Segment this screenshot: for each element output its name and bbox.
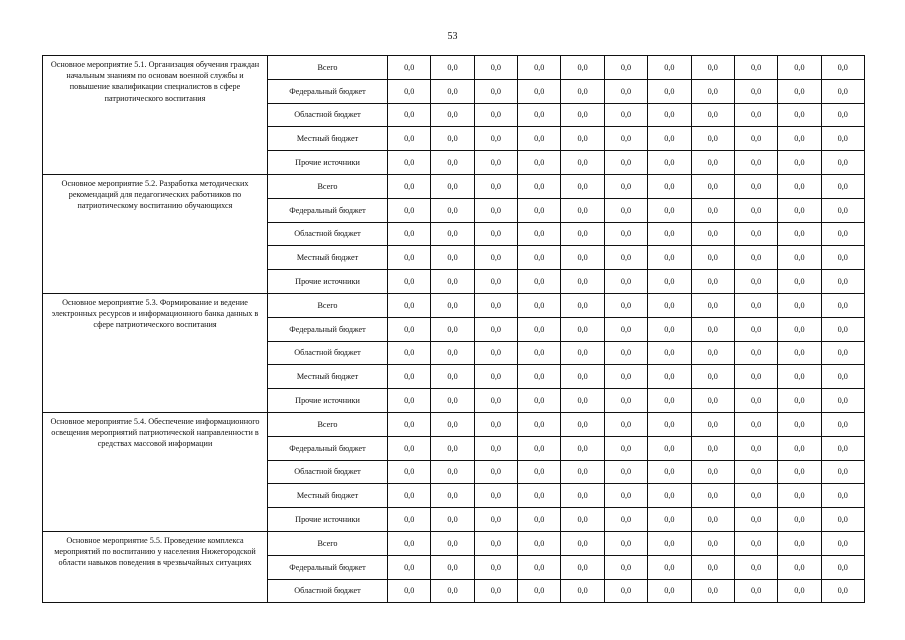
value-cell: 0,0 — [561, 317, 604, 341]
value-cell: 0,0 — [691, 341, 734, 365]
value-cell: 0,0 — [821, 79, 864, 103]
value-cell: 0,0 — [648, 222, 691, 246]
value-cell: 0,0 — [474, 79, 517, 103]
value-cell: 0,0 — [388, 56, 431, 80]
value-cell: 0,0 — [648, 198, 691, 222]
value-cell: 0,0 — [778, 341, 821, 365]
event-title-cell: Основное мероприятие 5.4. Обеспечение информационного освещения мероприятий патриотической направленности в средствах массовой информации — [43, 412, 268, 531]
funding-source-cell: Федеральный бюджет — [268, 79, 388, 103]
funding-source-cell: Всего — [268, 412, 388, 436]
value-cell: 0,0 — [474, 151, 517, 175]
value-cell: 0,0 — [821, 531, 864, 555]
value-cell: 0,0 — [734, 174, 777, 198]
value-cell: 0,0 — [431, 484, 474, 508]
value-cell: 0,0 — [388, 460, 431, 484]
value-cell: 0,0 — [604, 579, 647, 603]
funding-source-cell: Местный бюджет — [268, 127, 388, 151]
value-cell: 0,0 — [648, 531, 691, 555]
value-cell: 0,0 — [691, 460, 734, 484]
value-cell: 0,0 — [778, 531, 821, 555]
value-cell: 0,0 — [604, 56, 647, 80]
value-cell: 0,0 — [778, 412, 821, 436]
value-cell: 0,0 — [778, 484, 821, 508]
value-cell: 0,0 — [691, 555, 734, 579]
value-cell: 0,0 — [648, 579, 691, 603]
value-cell: 0,0 — [431, 555, 474, 579]
value-cell: 0,0 — [691, 56, 734, 80]
funding-source-cell: Федеральный бюджет — [268, 555, 388, 579]
value-cell: 0,0 — [431, 531, 474, 555]
value-cell: 0,0 — [388, 555, 431, 579]
value-cell: 0,0 — [734, 508, 777, 532]
funding-source-cell: Областной бюджет — [268, 103, 388, 127]
value-cell: 0,0 — [604, 270, 647, 294]
value-cell: 0,0 — [561, 531, 604, 555]
value-cell: 0,0 — [734, 293, 777, 317]
value-cell: 0,0 — [431, 174, 474, 198]
value-cell: 0,0 — [604, 484, 647, 508]
value-cell: 0,0 — [474, 341, 517, 365]
value-cell: 0,0 — [821, 341, 864, 365]
value-cell: 0,0 — [821, 56, 864, 80]
value-cell: 0,0 — [821, 412, 864, 436]
page-number: 53 — [447, 31, 458, 42]
value-cell: 0,0 — [474, 531, 517, 555]
value-cell: 0,0 — [388, 389, 431, 413]
value-cell: 0,0 — [561, 127, 604, 151]
value-cell: 0,0 — [778, 174, 821, 198]
value-cell: 0,0 — [778, 198, 821, 222]
table-row — [43, 293, 865, 317]
value-cell: 0,0 — [821, 246, 864, 270]
value-cell: 0,0 — [474, 389, 517, 413]
value-cell: 0,0 — [648, 56, 691, 80]
value-cell: 0,0 — [648, 555, 691, 579]
value-cell: 0,0 — [604, 412, 647, 436]
value-cell: 0,0 — [431, 222, 474, 246]
value-cell: 0,0 — [431, 79, 474, 103]
value-cell: 0,0 — [691, 389, 734, 413]
value-cell: 0,0 — [561, 174, 604, 198]
value-cell: 0,0 — [388, 531, 431, 555]
value-cell: 0,0 — [474, 103, 517, 127]
value-cell: 0,0 — [821, 579, 864, 603]
value-cell: 0,0 — [691, 579, 734, 603]
value-cell: 0,0 — [778, 222, 821, 246]
value-cell: 0,0 — [474, 508, 517, 532]
value-cell: 0,0 — [821, 460, 864, 484]
value-cell: 0,0 — [518, 460, 561, 484]
value-cell: 0,0 — [561, 555, 604, 579]
value-cell: 0,0 — [561, 198, 604, 222]
value-cell: 0,0 — [778, 317, 821, 341]
value-cell: 0,0 — [431, 151, 474, 175]
table-row — [43, 174, 865, 198]
funding-source-cell: Областной бюджет — [268, 341, 388, 365]
value-cell: 0,0 — [518, 317, 561, 341]
value-cell: 0,0 — [388, 198, 431, 222]
value-cell: 0,0 — [561, 460, 604, 484]
value-cell: 0,0 — [648, 460, 691, 484]
value-cell: 0,0 — [821, 198, 864, 222]
value-cell: 0,0 — [734, 317, 777, 341]
value-cell: 0,0 — [734, 460, 777, 484]
value-cell: 0,0 — [561, 412, 604, 436]
value-cell: 0,0 — [691, 436, 734, 460]
value-cell: 0,0 — [778, 79, 821, 103]
value-cell: 0,0 — [648, 246, 691, 270]
value-cell: 0,0 — [778, 293, 821, 317]
value-cell: 0,0 — [518, 127, 561, 151]
value-cell: 0,0 — [431, 389, 474, 413]
value-cell: 0,0 — [734, 151, 777, 175]
value-cell: 0,0 — [778, 56, 821, 80]
value-cell: 0,0 — [821, 293, 864, 317]
value-cell: 0,0 — [604, 127, 647, 151]
value-cell: 0,0 — [648, 508, 691, 532]
event-title-cell: Основное мероприятие 5.1. Организация обучения граждан начальным знаниям по основам военной службы и повышение квалификации специалистов в сфере патриотического воспитания — [43, 56, 268, 175]
value-cell: 0,0 — [431, 103, 474, 127]
value-cell: 0,0 — [561, 56, 604, 80]
value-cell: 0,0 — [518, 436, 561, 460]
value-cell: 0,0 — [691, 484, 734, 508]
value-cell: 0,0 — [691, 198, 734, 222]
value-cell: 0,0 — [691, 365, 734, 389]
value-cell: 0,0 — [388, 412, 431, 436]
value-cell: 0,0 — [778, 270, 821, 294]
value-cell: 0,0 — [561, 341, 604, 365]
value-cell: 0,0 — [778, 508, 821, 532]
funding-source-cell: Всего — [268, 293, 388, 317]
value-cell: 0,0 — [561, 151, 604, 175]
value-cell: 0,0 — [604, 222, 647, 246]
value-cell: 0,0 — [734, 579, 777, 603]
value-cell: 0,0 — [561, 293, 604, 317]
value-cell: 0,0 — [561, 270, 604, 294]
funding-source-cell: Всего — [268, 531, 388, 555]
value-cell: 0,0 — [561, 365, 604, 389]
event-title-cell: Основное мероприятие 5.2. Разработка методических рекомендаций для педагогических работников по патриотическому воспитанию обучающихся — [43, 174, 268, 293]
value-cell: 0,0 — [778, 389, 821, 413]
value-cell: 0,0 — [821, 436, 864, 460]
value-cell: 0,0 — [388, 127, 431, 151]
value-cell: 0,0 — [388, 174, 431, 198]
value-cell: 0,0 — [604, 508, 647, 532]
value-cell: 0,0 — [604, 103, 647, 127]
value-cell: 0,0 — [604, 198, 647, 222]
value-cell: 0,0 — [518, 222, 561, 246]
value-cell: 0,0 — [604, 79, 647, 103]
value-cell: 0,0 — [691, 174, 734, 198]
value-cell: 0,0 — [474, 222, 517, 246]
value-cell: 0,0 — [388, 103, 431, 127]
value-cell: 0,0 — [734, 222, 777, 246]
value-cell: 0,0 — [604, 174, 647, 198]
value-cell: 0,0 — [474, 484, 517, 508]
table-row — [43, 56, 865, 80]
value-cell: 0,0 — [778, 151, 821, 175]
value-cell: 0,0 — [561, 103, 604, 127]
value-cell: 0,0 — [518, 246, 561, 270]
funding-source-cell: Федеральный бюджет — [268, 436, 388, 460]
value-cell: 0,0 — [388, 222, 431, 246]
value-cell: 0,0 — [648, 293, 691, 317]
value-cell: 0,0 — [734, 484, 777, 508]
table-row — [43, 531, 865, 555]
value-cell: 0,0 — [734, 198, 777, 222]
value-cell: 0,0 — [518, 174, 561, 198]
value-cell: 0,0 — [691, 103, 734, 127]
value-cell: 0,0 — [474, 555, 517, 579]
value-cell: 0,0 — [734, 436, 777, 460]
value-cell: 0,0 — [778, 579, 821, 603]
value-cell: 0,0 — [604, 246, 647, 270]
value-cell: 0,0 — [821, 103, 864, 127]
funding-table-body — [43, 56, 865, 603]
value-cell: 0,0 — [778, 103, 821, 127]
value-cell: 0,0 — [561, 484, 604, 508]
funding-source-cell: Федеральный бюджет — [268, 317, 388, 341]
funding-source-cell: Федеральный бюджет — [268, 198, 388, 222]
value-cell: 0,0 — [691, 293, 734, 317]
value-cell: 0,0 — [431, 56, 474, 80]
value-cell: 0,0 — [474, 246, 517, 270]
value-cell: 0,0 — [604, 151, 647, 175]
value-cell: 0,0 — [431, 508, 474, 532]
value-cell: 0,0 — [518, 389, 561, 413]
value-cell: 0,0 — [821, 484, 864, 508]
value-cell: 0,0 — [518, 365, 561, 389]
value-cell: 0,0 — [734, 103, 777, 127]
value-cell: 0,0 — [604, 555, 647, 579]
funding-table — [42, 55, 865, 603]
value-cell: 0,0 — [431, 460, 474, 484]
value-cell: 0,0 — [691, 531, 734, 555]
value-cell: 0,0 — [431, 341, 474, 365]
value-cell: 0,0 — [431, 198, 474, 222]
value-cell: 0,0 — [734, 341, 777, 365]
value-cell: 0,0 — [518, 341, 561, 365]
value-cell: 0,0 — [691, 222, 734, 246]
value-cell: 0,0 — [604, 436, 647, 460]
value-cell: 0,0 — [388, 293, 431, 317]
value-cell: 0,0 — [474, 365, 517, 389]
value-cell: 0,0 — [648, 270, 691, 294]
value-cell: 0,0 — [778, 460, 821, 484]
value-cell: 0,0 — [821, 317, 864, 341]
value-cell: 0,0 — [734, 127, 777, 151]
value-cell: 0,0 — [734, 555, 777, 579]
value-cell: 0,0 — [734, 270, 777, 294]
value-cell: 0,0 — [561, 246, 604, 270]
value-cell: 0,0 — [778, 555, 821, 579]
value-cell: 0,0 — [474, 293, 517, 317]
value-cell: 0,0 — [474, 127, 517, 151]
value-cell: 0,0 — [388, 341, 431, 365]
funding-source-cell: Местный бюджет — [268, 246, 388, 270]
funding-source-cell: Прочие источники — [268, 389, 388, 413]
value-cell: 0,0 — [821, 389, 864, 413]
value-cell: 0,0 — [431, 365, 474, 389]
value-cell: 0,0 — [691, 127, 734, 151]
value-cell: 0,0 — [778, 127, 821, 151]
value-cell: 0,0 — [648, 365, 691, 389]
value-cell: 0,0 — [604, 341, 647, 365]
event-title-cell: Основное мероприятие 5.3. Формирование и ведение электронных ресурсов и информационного банка данных в сфере патриотического воспитания — [43, 293, 268, 412]
value-cell: 0,0 — [561, 436, 604, 460]
value-cell: 0,0 — [518, 198, 561, 222]
value-cell: 0,0 — [691, 317, 734, 341]
value-cell: 0,0 — [518, 508, 561, 532]
value-cell: 0,0 — [388, 151, 431, 175]
value-cell: 0,0 — [604, 365, 647, 389]
value-cell: 0,0 — [648, 389, 691, 413]
value-cell: 0,0 — [821, 270, 864, 294]
funding-source-cell: Прочие источники — [268, 151, 388, 175]
funding-source-cell: Областной бюджет — [268, 222, 388, 246]
funding-source-cell: Прочие источники — [268, 270, 388, 294]
value-cell: 0,0 — [691, 270, 734, 294]
value-cell: 0,0 — [518, 579, 561, 603]
value-cell: 0,0 — [821, 508, 864, 532]
value-cell: 0,0 — [518, 79, 561, 103]
value-cell: 0,0 — [604, 531, 647, 555]
value-cell: 0,0 — [518, 270, 561, 294]
value-cell: 0,0 — [431, 293, 474, 317]
value-cell: 0,0 — [518, 412, 561, 436]
value-cell: 0,0 — [561, 222, 604, 246]
value-cell: 0,0 — [691, 508, 734, 532]
value-cell: 0,0 — [431, 127, 474, 151]
funding-source-cell: Всего — [268, 56, 388, 80]
funding-source-cell: Областной бюджет — [268, 579, 388, 603]
table-row — [43, 412, 865, 436]
value-cell: 0,0 — [734, 412, 777, 436]
value-cell: 0,0 — [388, 365, 431, 389]
value-cell: 0,0 — [648, 103, 691, 127]
value-cell: 0,0 — [734, 389, 777, 413]
value-cell: 0,0 — [388, 317, 431, 341]
value-cell: 0,0 — [648, 79, 691, 103]
value-cell: 0,0 — [474, 460, 517, 484]
event-title-cell: Основное мероприятие 5.5. Проведение комплекса мероприятий по воспитанию у населения Нижегородской области навыков поведения в чрезвычайных ситуациях — [43, 531, 268, 602]
value-cell: 0,0 — [474, 317, 517, 341]
value-cell: 0,0 — [734, 531, 777, 555]
value-cell: 0,0 — [518, 293, 561, 317]
value-cell: 0,0 — [691, 246, 734, 270]
value-cell: 0,0 — [648, 436, 691, 460]
value-cell: 0,0 — [561, 79, 604, 103]
value-cell: 0,0 — [604, 317, 647, 341]
value-cell: 0,0 — [691, 79, 734, 103]
value-cell: 0,0 — [474, 56, 517, 80]
value-cell: 0,0 — [561, 389, 604, 413]
value-cell: 0,0 — [648, 174, 691, 198]
value-cell: 0,0 — [648, 151, 691, 175]
value-cell: 0,0 — [778, 365, 821, 389]
value-cell: 0,0 — [518, 103, 561, 127]
value-cell: 0,0 — [388, 579, 431, 603]
value-cell: 0,0 — [648, 341, 691, 365]
value-cell: 0,0 — [648, 127, 691, 151]
value-cell: 0,0 — [821, 365, 864, 389]
funding-source-cell: Областной бюджет — [268, 460, 388, 484]
value-cell: 0,0 — [734, 365, 777, 389]
value-cell: 0,0 — [734, 246, 777, 270]
value-cell: 0,0 — [604, 389, 647, 413]
value-cell: 0,0 — [648, 412, 691, 436]
value-cell: 0,0 — [431, 317, 474, 341]
value-cell: 0,0 — [648, 317, 691, 341]
value-cell: 0,0 — [474, 579, 517, 603]
value-cell: 0,0 — [431, 246, 474, 270]
value-cell: 0,0 — [561, 579, 604, 603]
funding-source-cell: Местный бюджет — [268, 484, 388, 508]
value-cell: 0,0 — [821, 151, 864, 175]
value-cell: 0,0 — [474, 436, 517, 460]
value-cell: 0,0 — [561, 508, 604, 532]
value-cell: 0,0 — [518, 531, 561, 555]
value-cell: 0,0 — [691, 412, 734, 436]
value-cell: 0,0 — [821, 222, 864, 246]
value-cell: 0,0 — [388, 508, 431, 532]
value-cell: 0,0 — [474, 198, 517, 222]
value-cell: 0,0 — [388, 436, 431, 460]
funding-source-cell: Прочие источники — [268, 508, 388, 532]
value-cell: 0,0 — [691, 151, 734, 175]
funding-source-cell: Всего — [268, 174, 388, 198]
value-cell: 0,0 — [474, 270, 517, 294]
value-cell: 0,0 — [431, 579, 474, 603]
value-cell: 0,0 — [474, 174, 517, 198]
value-cell: 0,0 — [734, 79, 777, 103]
value-cell: 0,0 — [604, 293, 647, 317]
value-cell: 0,0 — [778, 436, 821, 460]
value-cell: 0,0 — [388, 79, 431, 103]
value-cell: 0,0 — [778, 246, 821, 270]
value-cell: 0,0 — [518, 555, 561, 579]
value-cell: 0,0 — [734, 56, 777, 80]
value-cell: 0,0 — [431, 436, 474, 460]
value-cell: 0,0 — [431, 412, 474, 436]
value-cell: 0,0 — [388, 246, 431, 270]
value-cell: 0,0 — [431, 270, 474, 294]
value-cell: 0,0 — [474, 412, 517, 436]
value-cell: 0,0 — [648, 484, 691, 508]
value-cell: 0,0 — [604, 460, 647, 484]
value-cell: 0,0 — [388, 484, 431, 508]
value-cell: 0,0 — [388, 270, 431, 294]
value-cell: 0,0 — [518, 56, 561, 80]
value-cell: 0,0 — [821, 555, 864, 579]
value-cell: 0,0 — [518, 484, 561, 508]
value-cell: 0,0 — [821, 174, 864, 198]
value-cell: 0,0 — [821, 127, 864, 151]
funding-source-cell: Местный бюджет — [268, 365, 388, 389]
value-cell: 0,0 — [518, 151, 561, 175]
